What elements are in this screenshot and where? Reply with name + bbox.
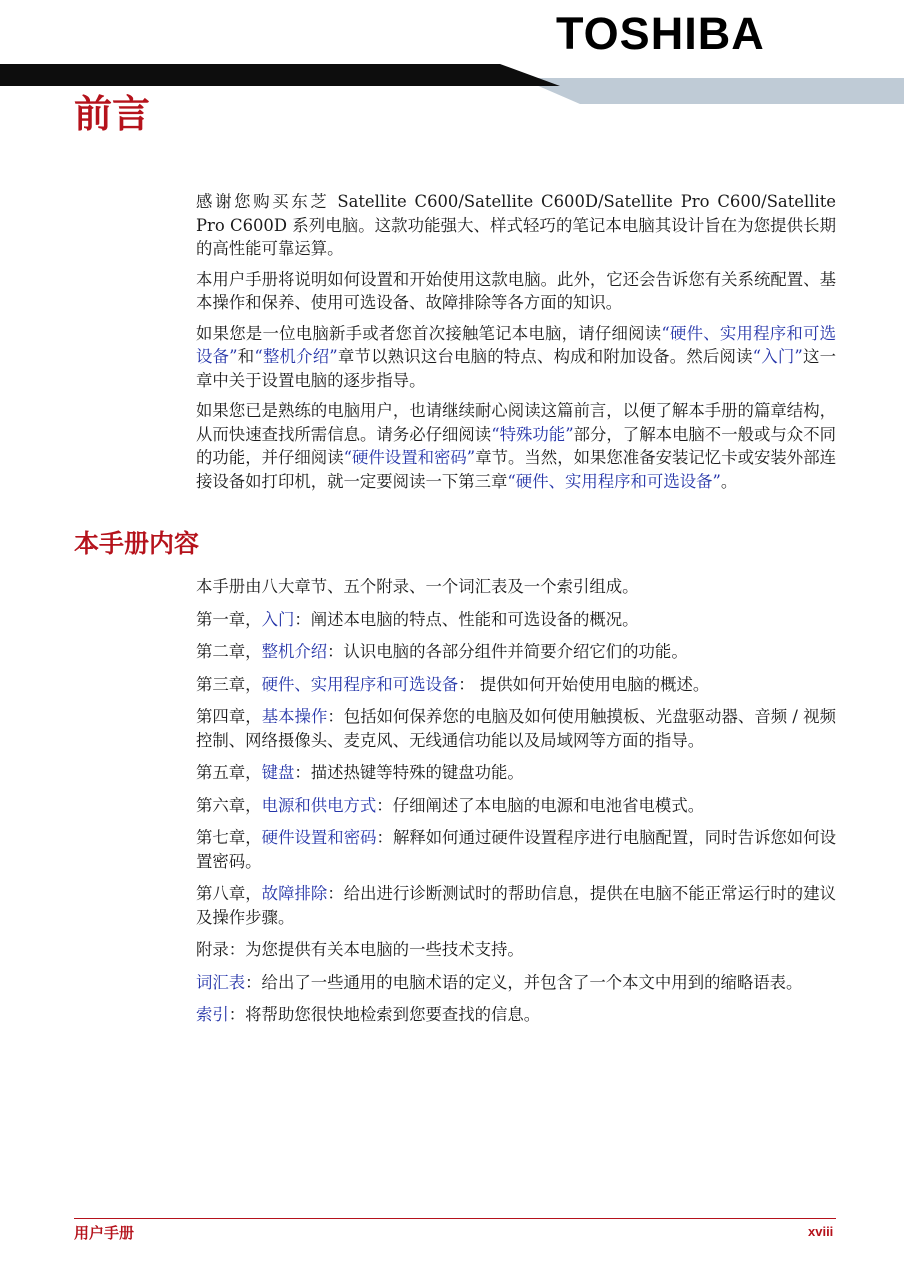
header-band-dark: [0, 64, 560, 86]
chapter-item-4: [196, 705, 836, 752]
intro-paragraph-1: 感谢您购买东芝 Satellite C600/Satellite C600D/Satellite Pro C600/Satellite Pro C600D 系列电脑。这款功能强大、样式轻巧的笔记本电脑其设计旨在为您提供长期的高性能可靠运算。: [196, 192, 836, 258]
text-run: 。: [720, 471, 738, 491]
toshiba-logo: TOSHIBA: [556, 8, 765, 59]
chapter-item-7: [196, 826, 836, 873]
link-getting-started[interactable]: “入门”: [752, 347, 803, 366]
chapter-desc: ： 提供如何开始使用电脑的概述。: [458, 674, 710, 694]
contents-summary: 本手册由八大章节、五个附录、一个词汇表及一个索引组成。: [196, 577, 639, 596]
text-run: 和: [237, 347, 255, 366]
text-run: 如果您已是熟练的电脑用户，也请继续耐心阅读这篇前言，以便了解本手册的篇章结构，从而快速查找所需信息。请务必仔细阅读: [196, 401, 836, 444]
link-grand-tour[interactable]: “整机介绍”: [254, 347, 338, 366]
chapter-desc: ：认识电脑的各部分组件并简要介绍它们的功能。: [327, 642, 688, 661]
glossary-link[interactable]: 词汇表: [196, 972, 246, 992]
chapter-link[interactable]: 整机介绍: [261, 642, 328, 661]
chapter-item-8: [196, 882, 836, 929]
chapter-desc: ：包括如何保养您的电脑及如何使用触摸板、光盘驱动器、音频 / 视频控制、网络摄像头、麦克风、无线通信功能以及局域网等方面的指导。: [196, 707, 836, 750]
intro-section: [196, 190, 836, 500]
index-link[interactable]: 索引: [196, 1005, 229, 1024]
page-number: xviii: [808, 1224, 834, 1239]
appendix-desc: 附录：为您提供有关本电脑的一些技术支持。: [196, 940, 524, 959]
text-run: 章节以熟识这台电脑的特点、构成和附加设备。然后阅读: [337, 347, 753, 366]
text-run: 这一章中关于设置电脑的逐步指导。: [196, 347, 837, 390]
chapter-link[interactable]: 基本操作: [261, 707, 328, 726]
chapter-prefix: 第一章，: [196, 609, 262, 629]
chapter-prefix: 第三章，: [196, 674, 262, 694]
link-hardware-utilities-2[interactable]: “硬件、实用程序和可选设备”: [507, 471, 721, 491]
text-run: 部分，了解本电脑不一般或与众不同的功能，并仔细阅读: [196, 424, 837, 467]
chapter-item-3: [196, 673, 836, 697]
chapter-prefix: 第五章，: [196, 763, 262, 782]
link-special-features[interactable]: “特殊功能”: [491, 424, 574, 444]
chapter-desc: ：描述热键等特殊的键盘功能。: [294, 763, 524, 782]
page-title: 前言: [74, 92, 151, 136]
text-run: 如果您是一位电脑新手或者您首次接触笔记本电脑，请仔细阅读: [196, 323, 662, 343]
index-desc: ：将帮助您很快地检索到您要查找的信息。: [228, 1005, 541, 1024]
chapter-link[interactable]: 硬件设置和密码: [261, 828, 377, 847]
intro-paragraph-2: 本用户手册将说明如何设置和开始使用这款电脑。此外，它还会告诉您有关系统配置、基本操作和保养、使用可选设备、故障排除等各方面的知识。: [196, 269, 836, 312]
intro-paragraph-3: [196, 322, 836, 393]
chapter-prefix: 第六章，: [196, 795, 262, 815]
chapter-desc: ：解释如何通过硬件设置程序进行电脑配置，同时告诉您如何设置密码。: [196, 828, 837, 871]
chapter-link[interactable]: 电源和供电方式: [261, 795, 377, 815]
chapter-item-2: [196, 640, 836, 664]
footer-manual-title: 用户手册: [74, 1224, 135, 1242]
chapter-desc: ：仔细阐述了本电脑的电源和电池省电模式。: [376, 795, 705, 815]
glossary-item: [196, 971, 836, 995]
contents-section: [196, 575, 836, 1036]
glossary-desc: ：给出了一些通用的电脑术语的定义，并包含了一个本文中用到的缩略语表。: [245, 972, 803, 992]
index-item: [196, 1003, 836, 1027]
chapter-prefix: 第七章，: [196, 828, 262, 847]
link-hw-setup-passwords[interactable]: “硬件设置和密码”: [343, 448, 476, 467]
chapter-desc: ：给出进行诊断测试时的帮助信息，提供在电脑不能正常运行时的建议及操作步骤。: [196, 884, 837, 927]
chapter-link[interactable]: 故障排除: [261, 884, 328, 903]
chapter-prefix: 第八章，: [196, 884, 262, 903]
chapter-prefix: 第二章，: [196, 642, 262, 661]
intro-paragraph-4: [196, 399, 836, 493]
appendix-item: [196, 938, 836, 962]
footer-divider: [74, 1218, 836, 1219]
chapter-link[interactable]: 硬件、实用程序和可选设备: [261, 674, 459, 694]
header-band-light: [520, 78, 904, 104]
chapter-item-6: [196, 794, 836, 818]
chapter-item-1: [196, 608, 836, 632]
text-run: 章节。当然，如果您准备安装记忆卡或安装外部连接设备如打印机，就一定要阅读一下第三章: [196, 448, 837, 491]
section-heading-contents: 本手册内容: [74, 529, 200, 558]
chapter-prefix: 第四章，: [196, 707, 262, 726]
chapter-desc: ：阐述本电脑的特点、性能和可选设备的概况。: [294, 609, 639, 629]
chapter-item-5: [196, 761, 836, 785]
chapter-link[interactable]: 入门: [261, 609, 295, 629]
chapter-link[interactable]: 键盘: [261, 763, 295, 782]
link-hardware-utilities[interactable]: “硬件、实用程序和可选设备”: [196, 323, 836, 366]
